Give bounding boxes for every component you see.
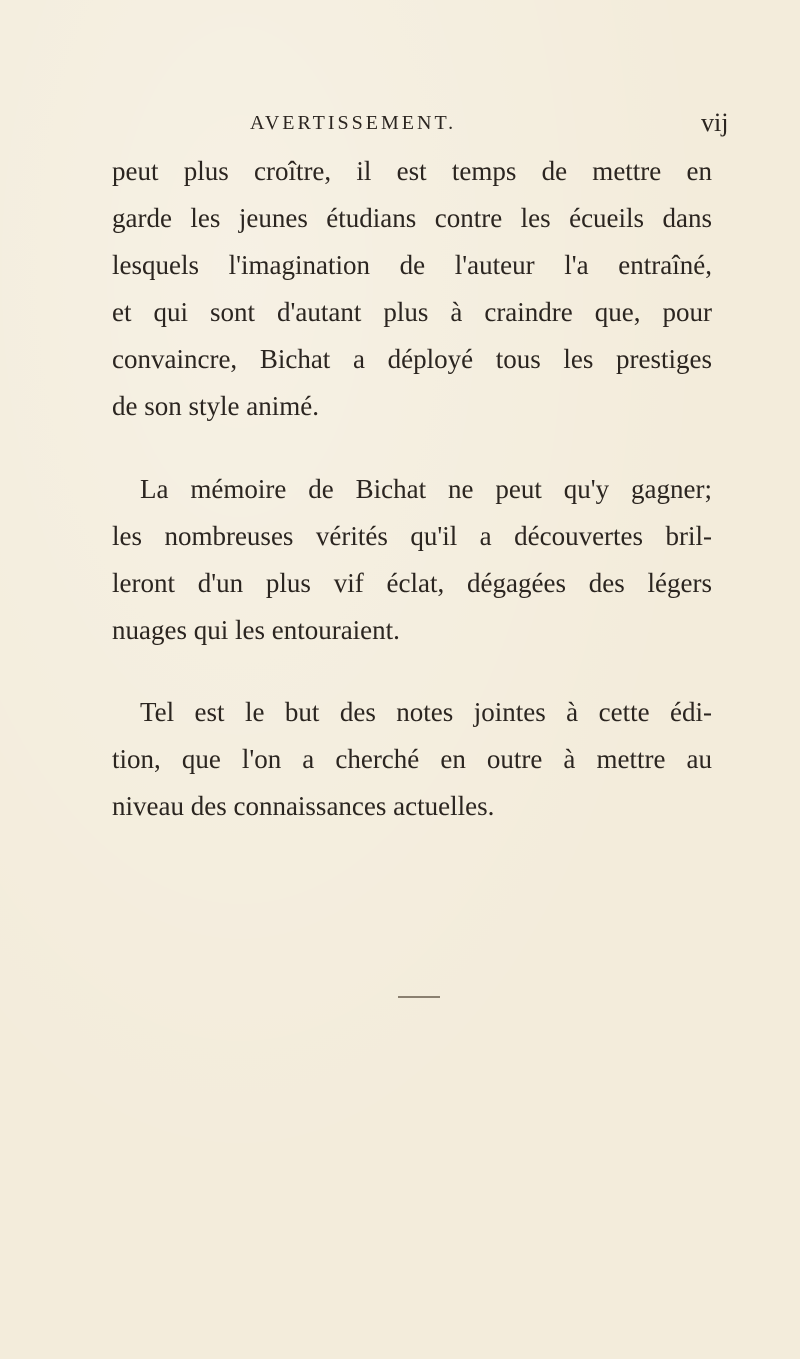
text-line: leront d'un plus vif éclat, dégagées des légers [112,568,712,598]
text-line: et qui sont d'autant plus à craindre que, pour [112,297,712,327]
text-line: de son style animé. [112,391,319,421]
text-line: Tel est le but des notes jointes à cette édi- [140,697,712,727]
text-line: lesquels l'imagination de l'auteur l'a entraîné, [112,250,712,280]
text-line: les nombreuses vérités qu'il a découvertes bril- [112,521,712,551]
paragraph-3 [112,689,712,830]
text-line: peut plus croître, il est temps de mettre en [112,156,712,186]
running-title: AVERTISSEMENT. [250,112,457,134]
text-line: niveau des connaissances actuelles. [112,791,495,821]
paragraph-1 [112,148,712,430]
end-rule [398,996,440,998]
page-number: vij [701,108,729,137]
text-line: tion, que l'on a cherché en outre à mettre au [112,744,712,774]
text-line: nuages qui les entouraient. [112,615,400,645]
text-line: convaincre, Bichat a déployé tous les prestiges [112,344,712,374]
text-line: La mémoire de Bichat ne peut qu'y gagner; [140,474,712,504]
paragraph-2 [112,466,712,654]
text-line: garde les jeunes étudians contre les écueils dans [112,203,712,233]
